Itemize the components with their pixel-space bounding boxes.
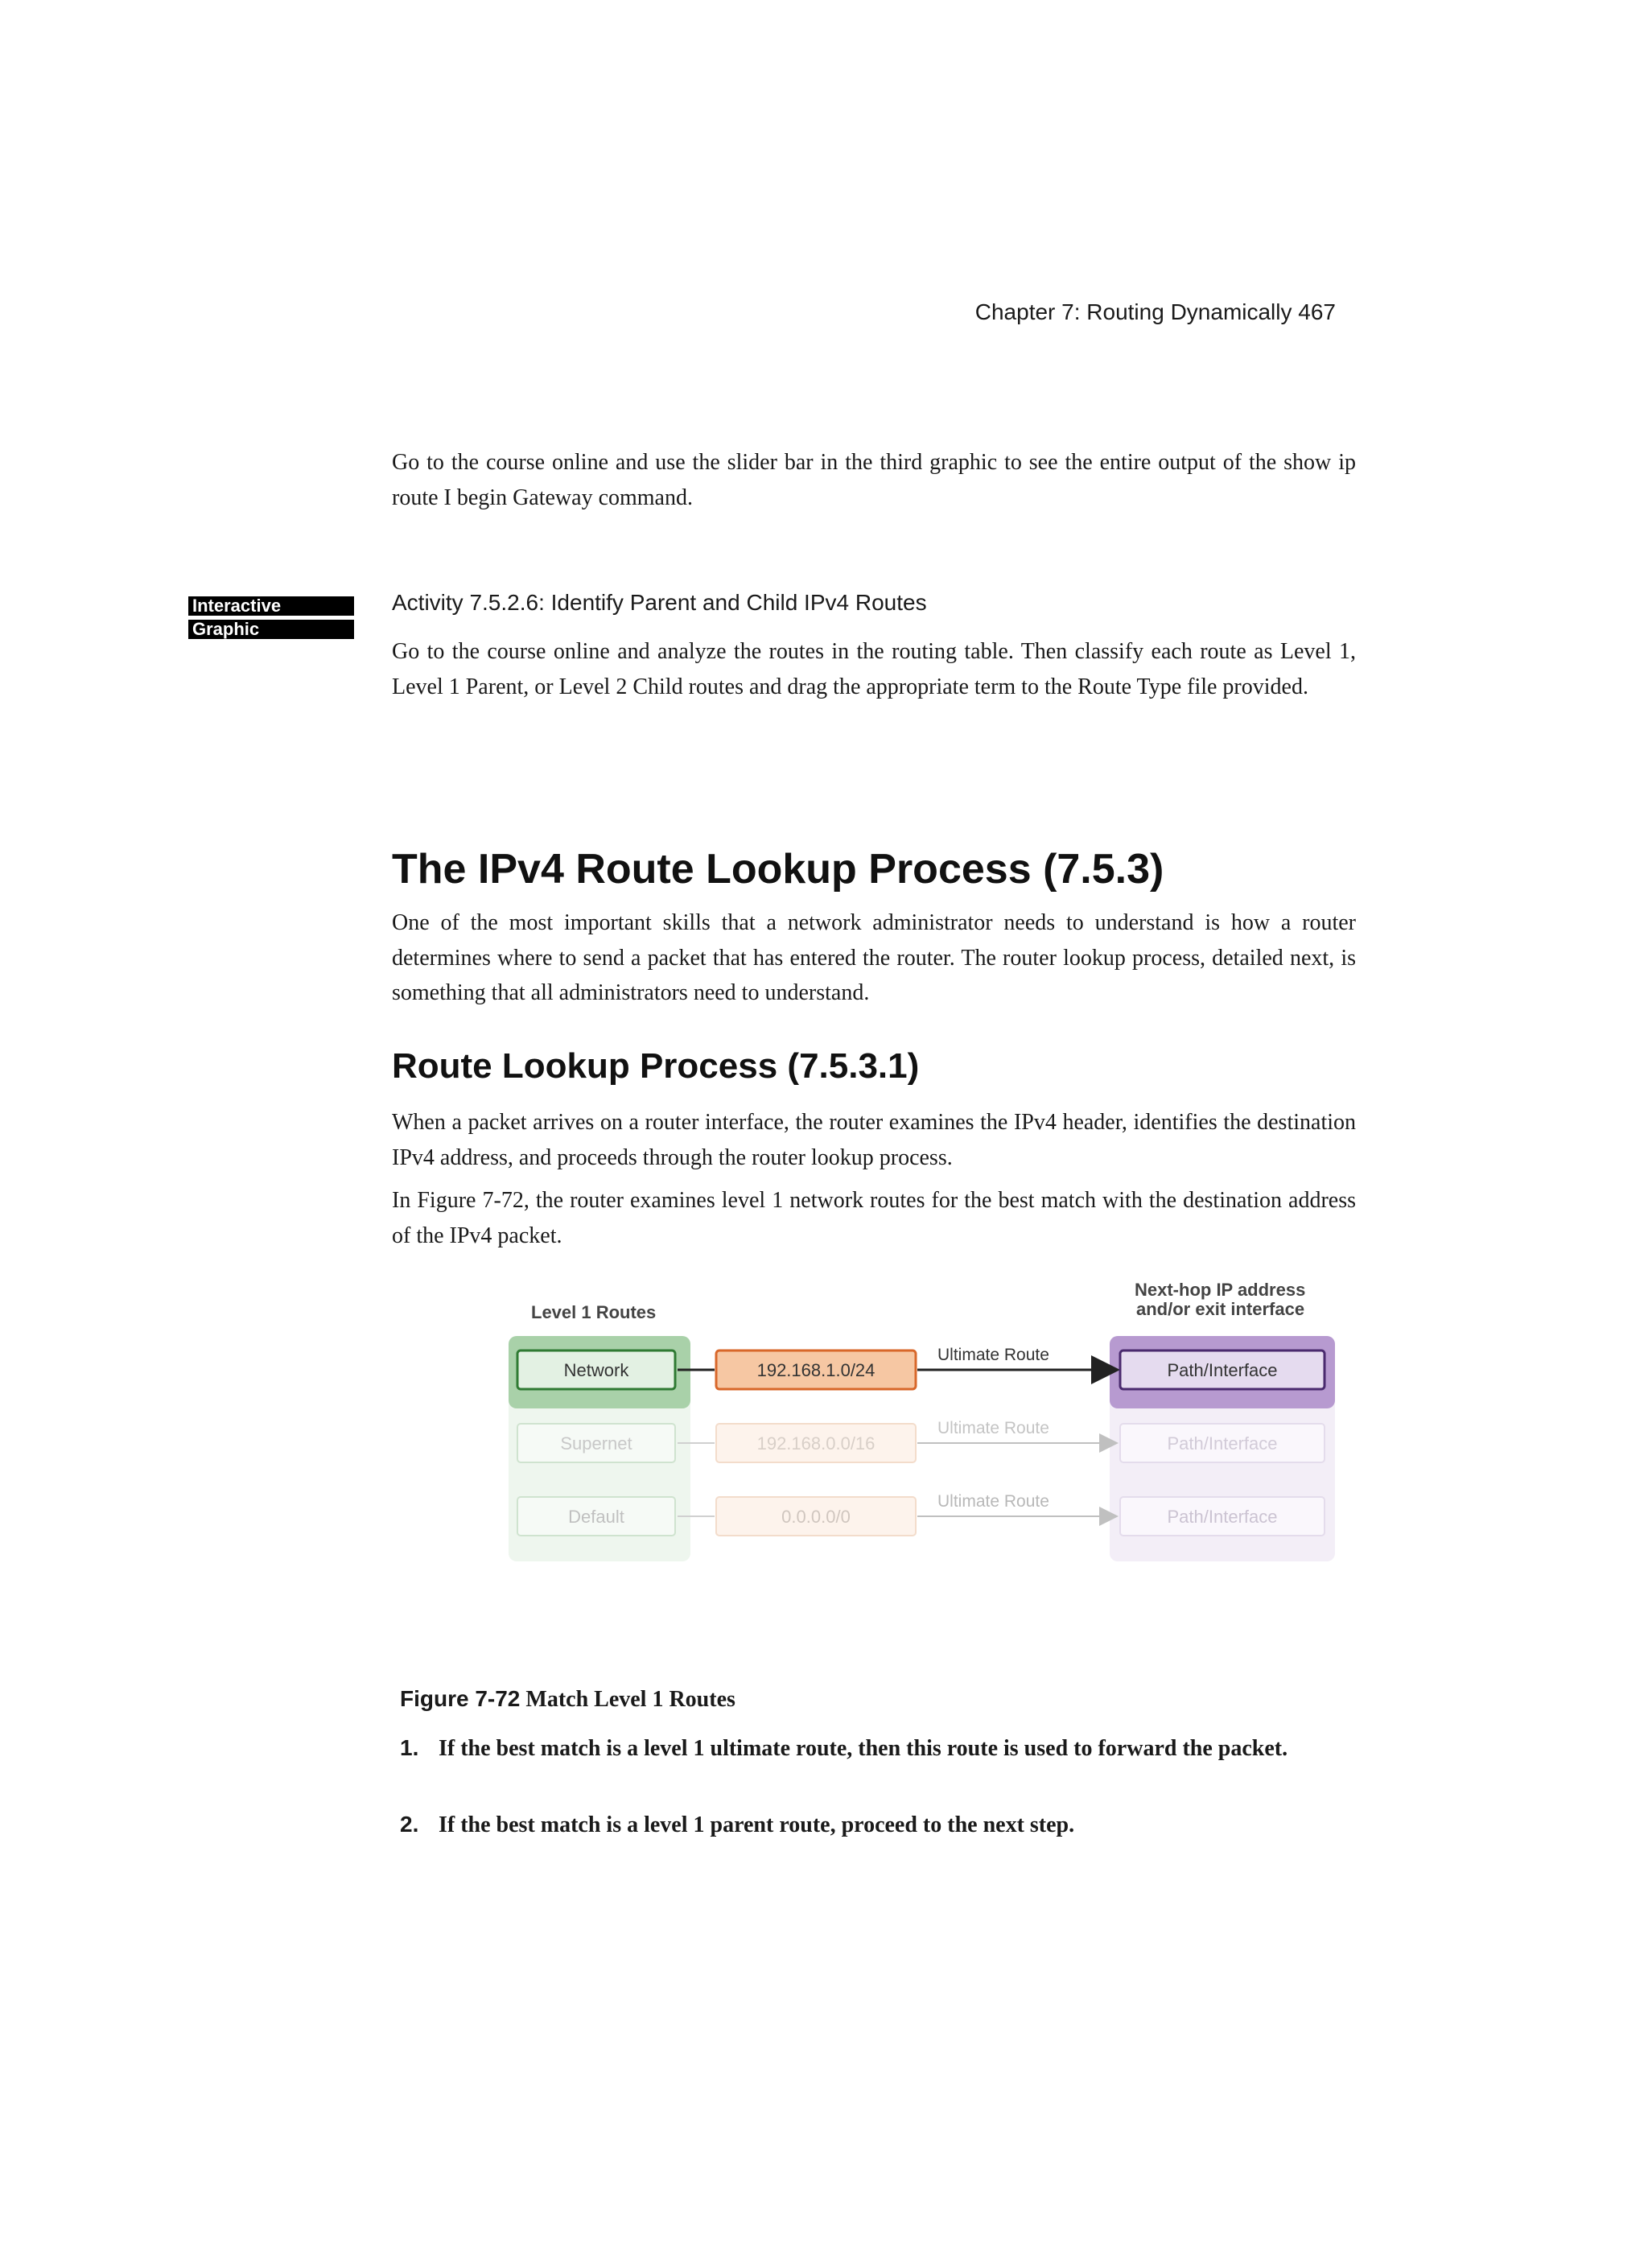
ultimate-route-label-1: Ultimate Route	[937, 1346, 1049, 1364]
step-1	[400, 1730, 1325, 1767]
nexthop-header-line2: and/or exit interface	[1136, 1299, 1305, 1319]
figure-caption	[400, 1686, 735, 1713]
path-interface-3-label: Path/Interface	[1167, 1507, 1278, 1527]
activity-title[interactable]: Activity 7.5.2.6: Identify Parent and Child IPv4 Routes	[392, 590, 927, 615]
section-body: One of the most important skills that a network administrator needs to understand is how a router determines where to send a packet that has entered the router. The router lookup process, detailed next, is something that all administrators need to understand.	[392, 910, 1356, 1005]
subsection-title: Route Lookup Process (7.5.3.1)	[392, 1046, 920, 1086]
step-1-number: 1.	[400, 1735, 419, 1760]
route-lookup-figure	[499, 1280, 1344, 1569]
figure-caption-label: Figure 7-72	[400, 1686, 521, 1711]
route-type-network-label: Network	[563, 1360, 629, 1380]
route-type-default-label: Default	[568, 1507, 624, 1527]
subsection-paragraph-2: In Figure 7-72, the router examines level 1 network routes for the best match with the destination address of the IPv4 packet.	[392, 1188, 1356, 1248]
subsection-paragraph-1: When a packet arrives on a router interface, the router examines the IPv4 header, identifies the destination IPv4 address, and proceeds through the router lookup process.	[392, 1110, 1356, 1170]
step-2	[400, 1807, 1325, 1843]
interactive-graphic-badge-line2: Graphic	[188, 620, 354, 639]
route-prefix-2-label: 192.168.0.0/16	[756, 1433, 876, 1454]
intro-paragraph: Go to the course online and use the slider bar in the third graphic to see the entire output of the show ip route I begin Gateway command.	[392, 450, 1356, 510]
step-2-number: 2.	[400, 1812, 419, 1837]
route-prefix-1-label: 192.168.1.0/24	[756, 1360, 876, 1380]
figure-caption-text: Match Level 1 Routes	[525, 1687, 735, 1712]
interactive-graphic-badge-line1: Interactive	[188, 596, 354, 616]
running-head: Chapter 7: Routing Dynamically 467	[974, 299, 1336, 324]
ultimate-route-label-2: Ultimate Route	[937, 1419, 1049, 1437]
path-interface-1-label: Path/Interface	[1167, 1360, 1278, 1380]
ultimate-route-label-3: Ultimate Route	[937, 1492, 1049, 1511]
level1-routes-header: Level 1 Routes	[531, 1302, 657, 1322]
route-type-supernet-label: Supernet	[560, 1433, 632, 1454]
nexthop-header-line1: Next-hop IP address	[1135, 1280, 1306, 1300]
activity-body: Go to the course online and analyze the routes in the routing table. Then classify each route as Level 1, Level 1 Parent, or Level 2 Child routes and drag the appropriate term to the Route Type file provided.	[392, 639, 1356, 699]
route-prefix-3-label: 0.0.0.0/0	[781, 1507, 851, 1527]
path-interface-2-label: Path/Interface	[1167, 1433, 1278, 1454]
section-title: The IPv4 Route Lookup Process (7.5.3)	[392, 846, 1164, 893]
step-2-text: If the best match is a level 1 parent route, proceed to the next step.	[439, 1812, 1075, 1837]
step-1-text: If the best match is a level 1 ultimate route, then this route is used to forward the packet.	[439, 1736, 1288, 1761]
